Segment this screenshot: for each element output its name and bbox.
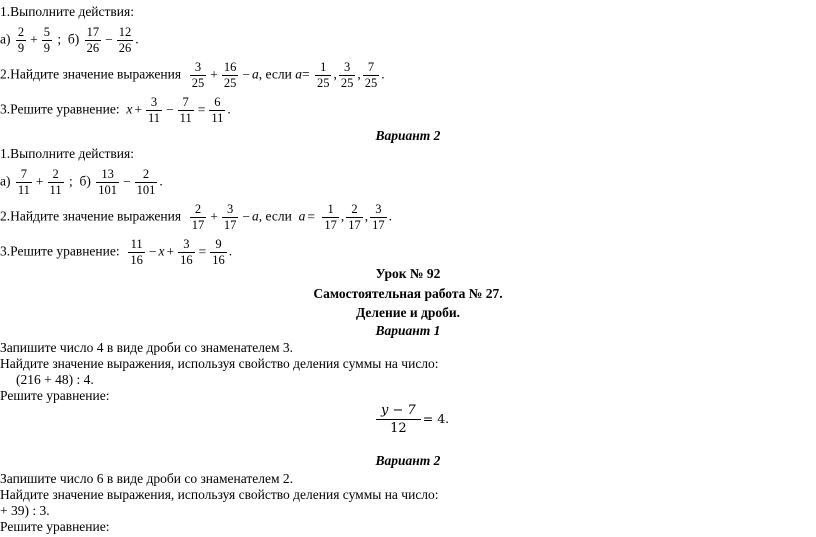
v1-expr-frac1: $\frac{3}{25}$	[191, 60, 205, 90]
v1-b-frac2: $\frac{12}{26}$	[118, 25, 132, 55]
v1-eq-frac1: $\frac{3}{11}$	[147, 95, 161, 125]
lesson-subtitle: Самостоятельная работа № 27.	[313, 286, 503, 301]
v2-task3-line: 3.Решите уравнение: $\frac{11}{16}$ − x + $\frac{3}{16}$ = $\frac{9}{16}$ .	[0, 237, 233, 267]
lesson-variant2-heading: Вариант 2	[375, 453, 441, 468]
v1-a-frac1: $\frac{2}{9}$	[17, 25, 25, 55]
lesson-v2-line2: Найдите значение выражения, используя свойство деления суммы на число:	[0, 487, 439, 502]
v2-expr-frac1: $\frac{2}{17}$	[191, 202, 205, 232]
v2-a-frac1: $\frac{7}{11}$	[17, 167, 30, 197]
v1-expr-frac2: $\frac{16}{25}$	[223, 60, 237, 90]
lesson-variant1-heading: Вариант 1	[375, 323, 441, 338]
v2-eq-frac1: $\frac{11}{16}$	[130, 237, 143, 267]
v2-b-label: б)	[79, 173, 91, 189]
v1-val-1: $\frac{1}{25}$	[316, 60, 330, 90]
v1-val-2: $\frac{3}{25}$	[340, 60, 354, 90]
lesson-v1-line2: Найдите значение выражения, используя свойство деления суммы на число:	[0, 356, 439, 371]
lesson-v1-equation: $\frac{y - 7}{12}$ = 4.	[374, 404, 449, 435]
v2-val-3: $\frac{3}{17}$	[372, 202, 385, 232]
v1-task1-title: 1.Выполните действия:	[0, 4, 134, 19]
v2-b-frac2: $\frac{2}{101}$	[136, 167, 156, 197]
v2-task1-title: 1.Выполните действия:	[0, 146, 134, 161]
lesson-v1-line3: (216 + 48) : 4.	[16, 372, 94, 387]
lesson-title: Урок № 92	[375, 266, 441, 281]
v2-b-frac1: $\frac{13}{101}$	[98, 167, 117, 197]
v2-val-1: $\frac{1}{17}$	[324, 202, 337, 232]
v1-a-frac2: $\frac{5}{9}$	[43, 25, 50, 55]
v2-a-frac2: $\frac{2}{11}$	[49, 167, 62, 197]
lesson-v1-line4: Решите уравнение:	[0, 388, 110, 403]
v1-eq-frac2: $\frac{7}{11}$	[179, 95, 192, 125]
lesson-v1-line1: Запишите число 4 в виде дроби со знаменателем 3.	[0, 340, 294, 355]
v1-b-label: б)	[67, 31, 80, 47]
v2-task2-text: 2.Найдите значение выражения	[0, 208, 182, 224]
v2-eq-frac2: $\frac{3}{16}$	[180, 237, 193, 267]
v1-task3-text: 3.Решите уравнение:	[0, 101, 120, 117]
lesson-v1-eq-frac: $\frac{y - 7}{12}$	[376, 404, 421, 435]
v2-task1-line: а) $\frac{7}{11}$ + $\frac{2}{11}$ ; б) $\frac{13}{101}$ − $\frac{2}{101}$ .	[0, 167, 163, 197]
v1-task1-line: а) $\frac{2}{9}$ + $\frac{5}{9}$ ; б) $\frac{17}{26}$ − $\frac{12}{26}$ .	[0, 25, 139, 55]
v2-a-label: а)	[0, 173, 11, 189]
v2-eq-frac3: $\frac{9}{16}$	[212, 237, 225, 267]
v1-val-3: $\frac{7}{25}$	[364, 60, 378, 90]
v2-expr-frac2: $\frac{3}{17}$	[223, 202, 237, 232]
variant2-heading: Вариант 2	[375, 128, 441, 143]
v2-task3-text: 3.Решите уравнение:	[0, 243, 120, 259]
v2-val-2: $\frac{2}{17}$	[348, 202, 361, 232]
v1-a-label: а)	[0, 31, 11, 47]
v1-eq-frac3: $\frac{6}{11}$	[211, 95, 224, 125]
v1-task2-line: 2.Найдите значение выражения $\frac{3}{25}$ + $\frac{16}{25}$ − a, если a= $\frac{1}{25}$ , $\frac{3}{25}$ , $\frac{7}{25}$ .	[0, 60, 385, 90]
v1-task2-text: 2.Найдите значение выражения	[0, 66, 182, 82]
v1-task3-line: 3.Решите уравнение: x + $\frac{3}{11}$ − $\frac{7}{11}$ = $\frac{6}{11}$ .	[0, 95, 231, 125]
lesson-v2-line1: Запишите число 6 в виде дроби со знаменателем 2.	[0, 471, 294, 486]
v2-task2-line: 2.Найдите значение выражения $\frac{2}{17}$ + $\frac{3}{17}$ − a, если a = $\frac{1}{17}$ , $\frac{2}{17}$ , $\frac{3}{17}$ .	[0, 202, 392, 232]
lesson-topic: Деление и дроби.	[355, 305, 461, 320]
lesson-v2-line4: Решите уравнение:	[0, 519, 110, 534]
v1-b-frac1: $\frac{17}{26}$	[86, 25, 100, 55]
lesson-v2-line3: + 39) : 3.	[0, 503, 50, 518]
